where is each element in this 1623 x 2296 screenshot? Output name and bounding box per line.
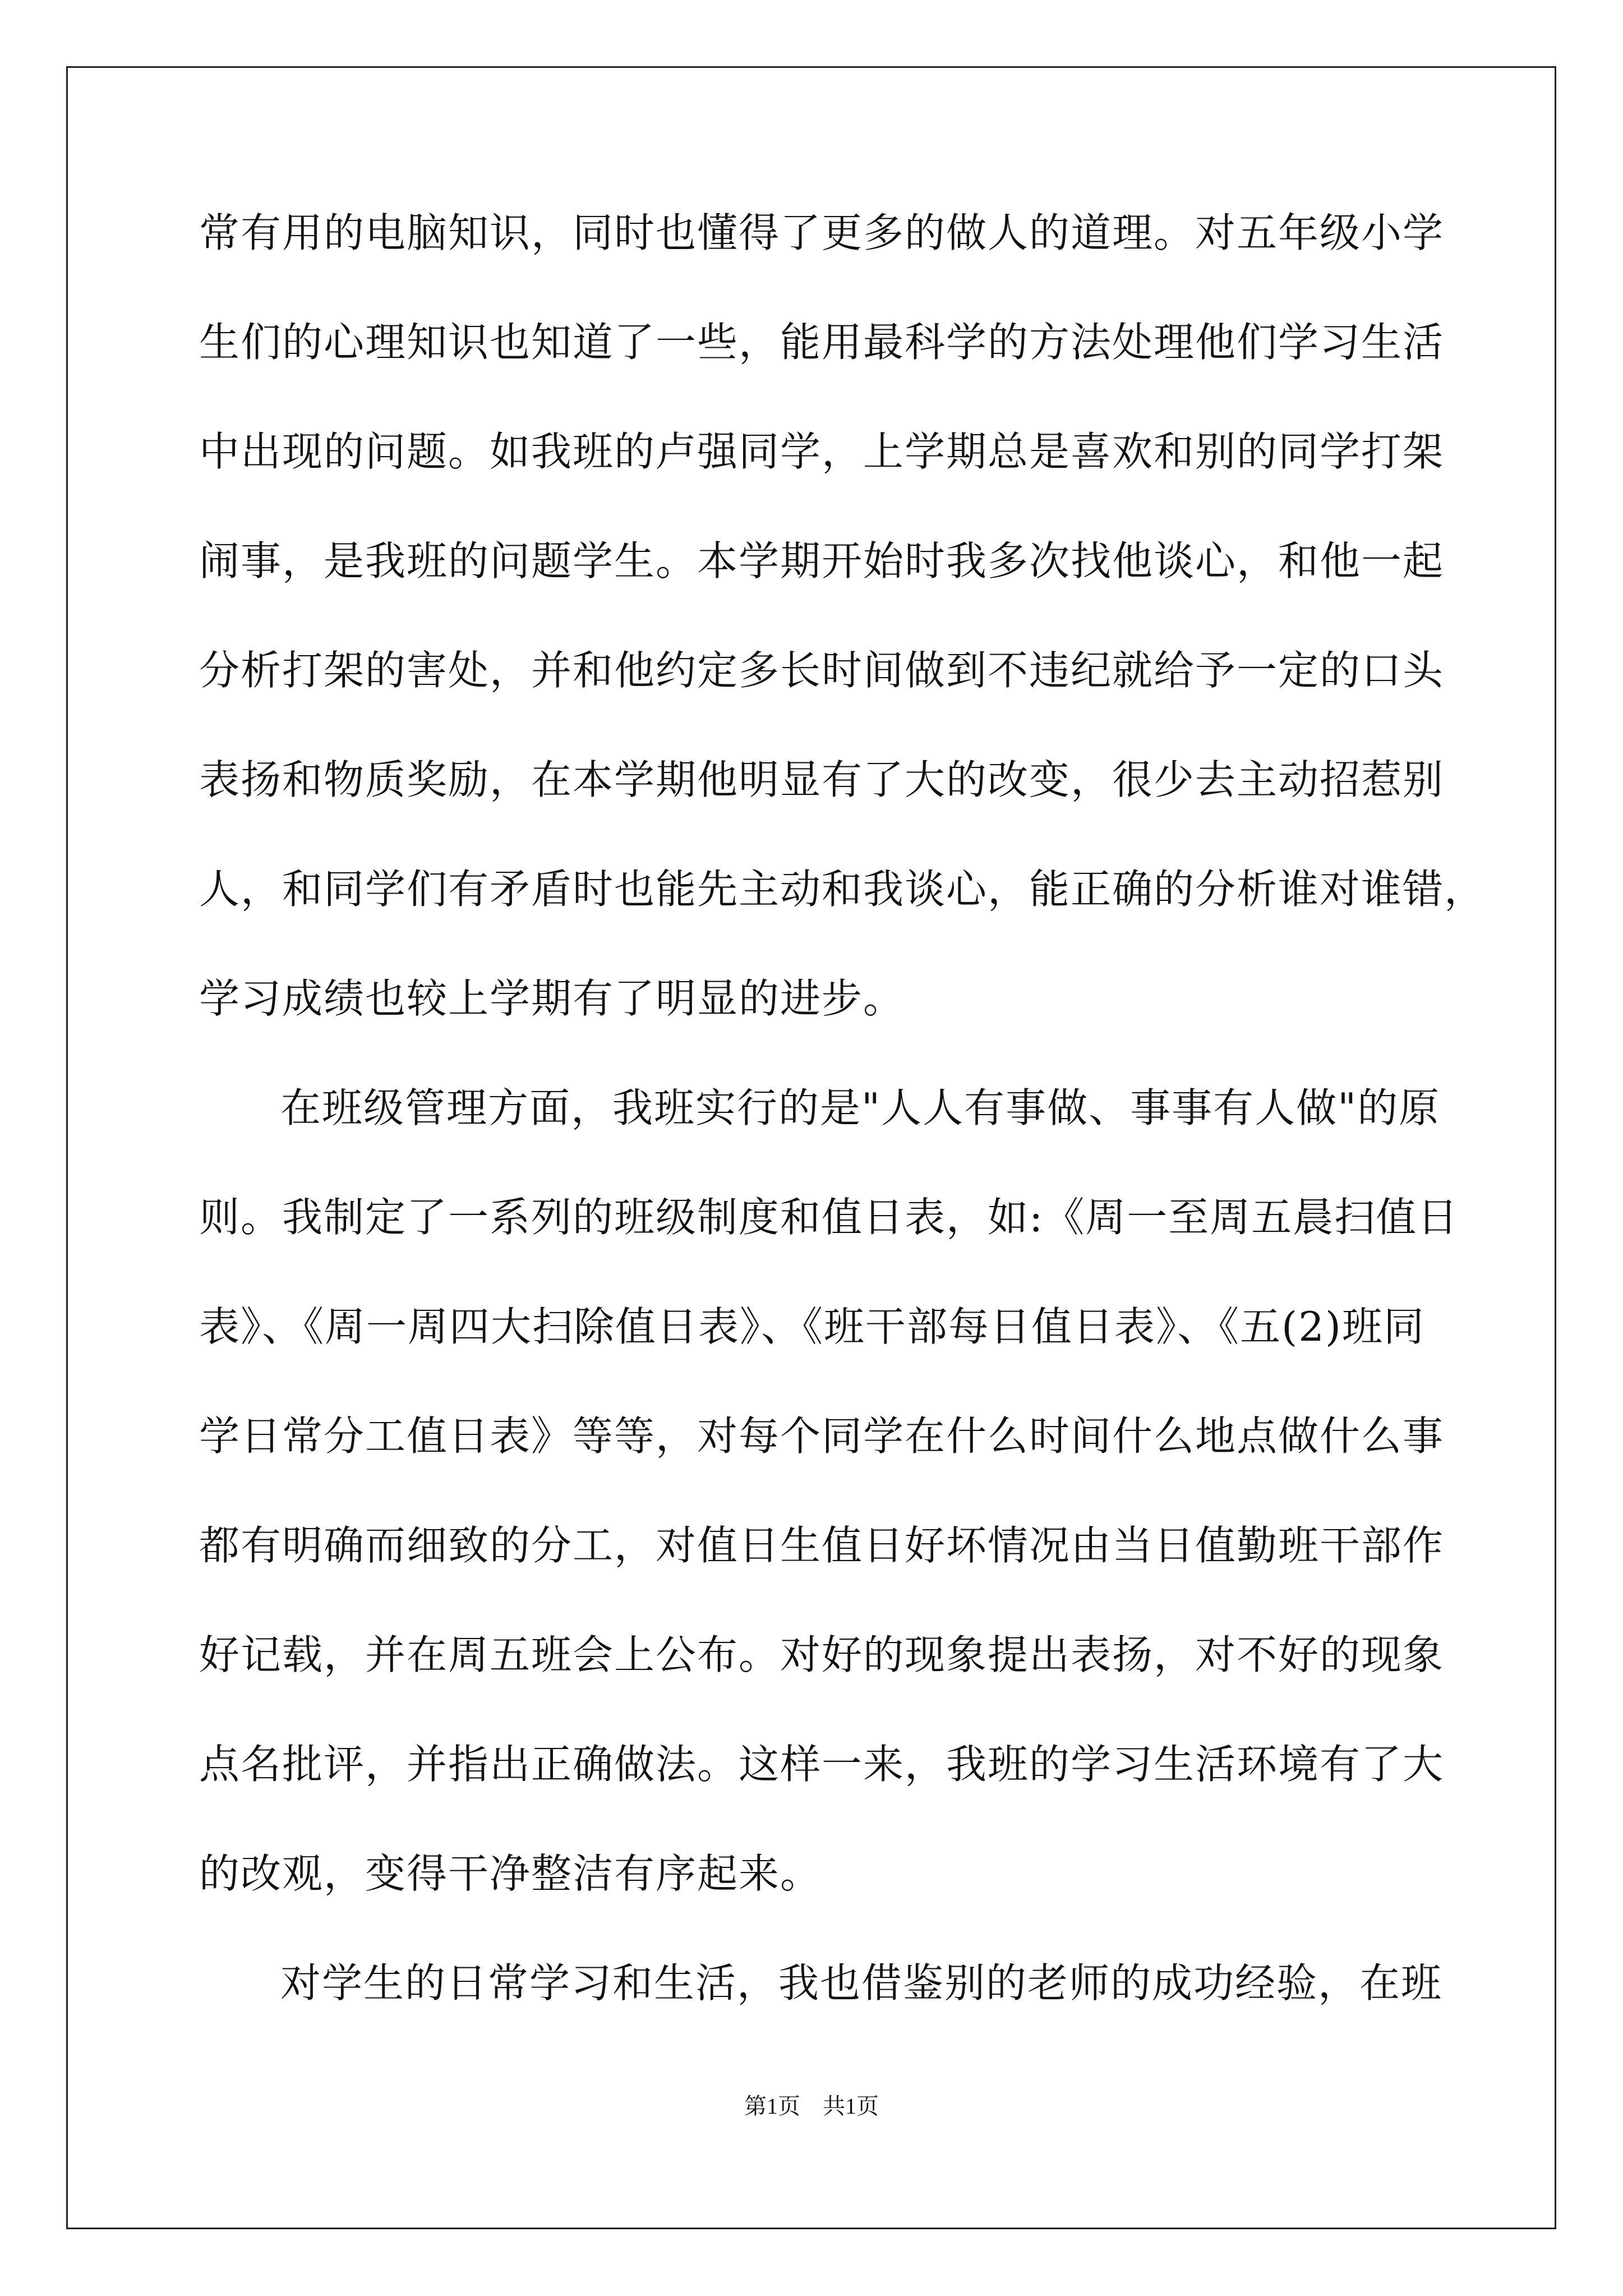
text-line: 点名批评，并指出正确做法。这样一来，我班的学习生活环境有了大	[199, 1741, 1445, 1788]
text-line: 闹事，是我班的问题学生。本学期开始时我多次找他谈心，和他一起	[199, 537, 1445, 585]
text-line: 分析打架的害处，并和他约定多长时间做到不违纪就给予一定的口头	[199, 647, 1445, 694]
text-line: 生们的心理知识也知道了一些，能用最科学的方法处理他们学习生活	[199, 319, 1445, 366]
text-line: 都有明确而细致的分工，对值日生值日好坏情况由当日值勤班干部作	[199, 1522, 1445, 1569]
text-line: 好记载，并在周五班会上公布。对好的现象提出表扬，对不好的现象	[199, 1631, 1445, 1678]
text-line: 则。我制定了一系列的班级制度和值日表，如:《周一至周五晨扫值日	[199, 1194, 1459, 1241]
text-line: 学日常分工值日表》等等，对每个同学在什么时间什么地点做什么事	[199, 1412, 1445, 1460]
text-line: 人，和同学们有矛盾时也能先主动和我谈心，能正确的分析谁对谁错，	[199, 866, 1486, 913]
paragraph-first-line: 在班级管理方面，我班实行的是"人人有事做、事事有人做"的原	[280, 1084, 1441, 1131]
text-line: 表》、《周一周四大扫除值日表》、《班干部每日值日表》、《五(2)班同	[199, 1303, 1425, 1350]
text-line: 常有用的电脑知识，同时也懂得了更多的做人的道理。对五年级小学	[199, 209, 1445, 256]
text-line: 表扬和物质奖励，在本学期他明显有了大的改变，很少去主动招惹别	[199, 756, 1445, 803]
text-line: 学习成绩也较上学期有了明显的进步。	[199, 975, 905, 1022]
text-line: 的改观，变得干净整洁有序起来。	[199, 1850, 822, 1897]
paragraph-first-line: 对学生的日常学习和生活，我也借鉴别的老师的成功经验，在班	[280, 1959, 1443, 2007]
page-border	[66, 66, 1556, 2229]
page-number-footer: 第1页 共1页	[744, 2093, 879, 2119]
text-line: 中出现的问题。如我班的卢强同学，上学期总是喜欢和别的同学打架	[199, 428, 1445, 475]
